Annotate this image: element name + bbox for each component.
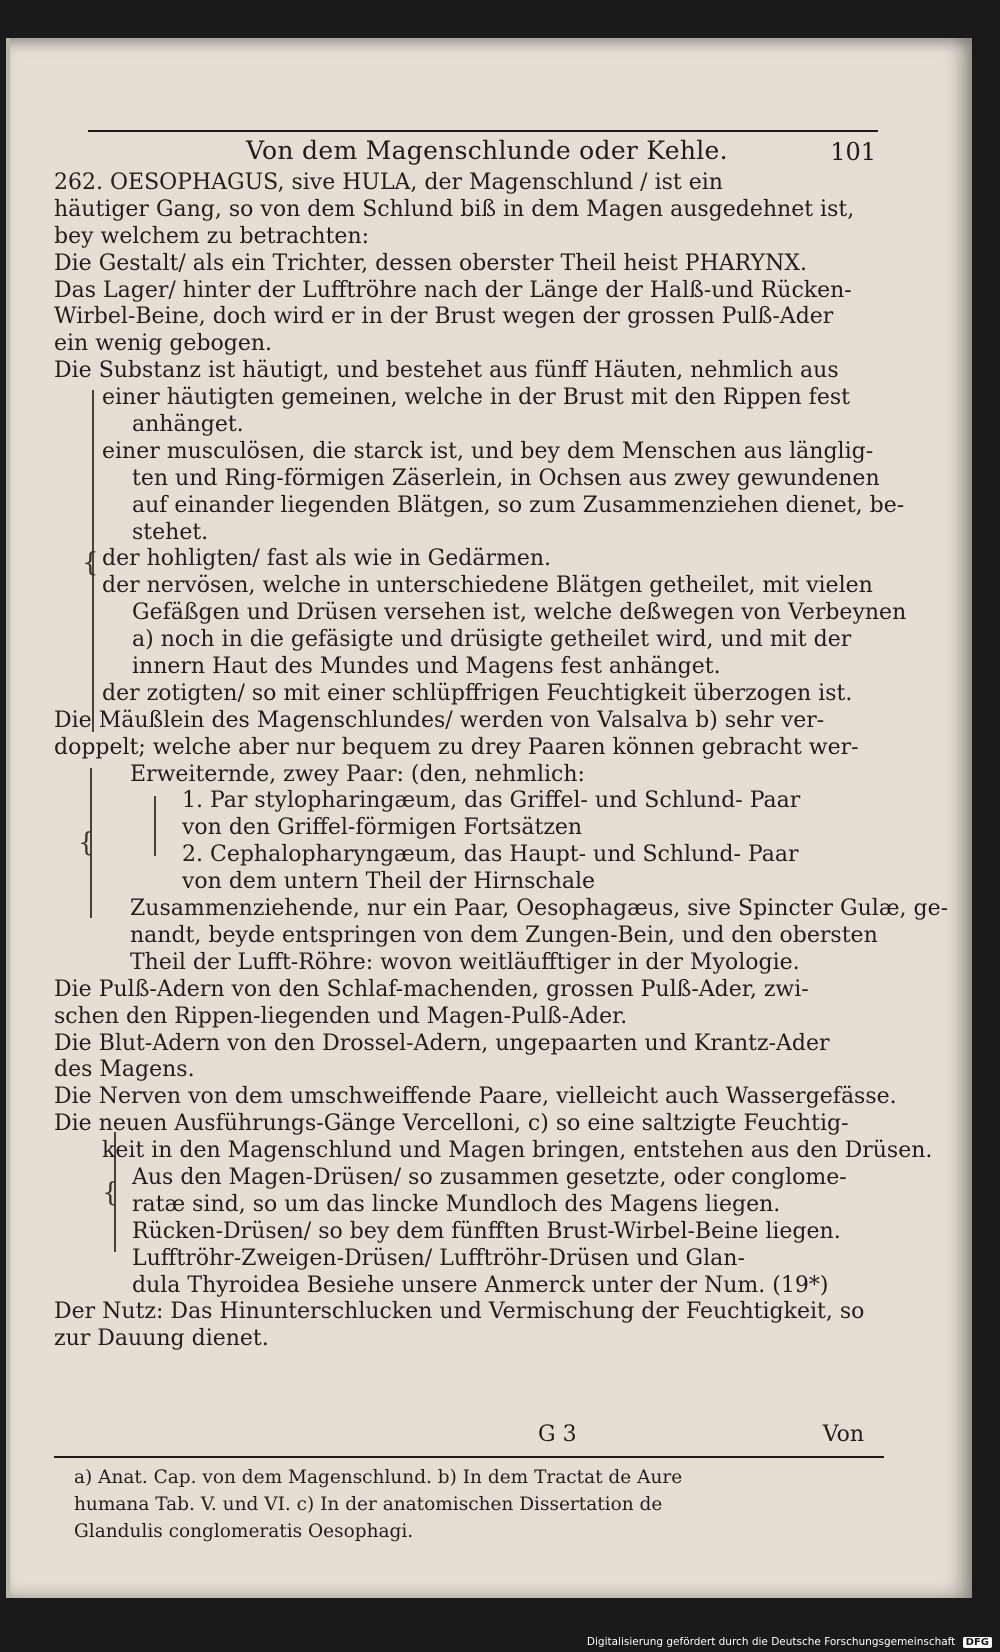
text-line: Das Lager/ hinter der Lufftröhre nach der Länge der Halß-und Rücken- [54, 277, 852, 303]
running-title: Von dem Magenschlunde oder Kehle. [246, 136, 728, 165]
brace-maeusslein-tip: { [78, 828, 95, 858]
footnote-line: a) Anat. Cap. von dem Magenschlund. b) In dem Tractat de Aure [74, 1467, 683, 1488]
footnote-rule [54, 1456, 884, 1458]
text-line: Die Nerven von dem umschweiffende Paare, vielleicht auch Wassergefässe. [54, 1084, 897, 1110]
text-line: des Magens. [54, 1057, 195, 1083]
text-line: Die Substanz ist häutigt, und bestehet aus fünff Häuten, nehmlich aus [54, 358, 839, 384]
brace-druesen-tip: { [102, 1178, 119, 1208]
text-line: Die neuen Ausführungs-Gänge Vercelloni, c) so eine saltzigte Feuchtig- [54, 1111, 849, 1137]
text-line: ratæ sind, so um das lincke Mundloch des Magens liegen. [132, 1191, 781, 1217]
text-line: Theil der Lufft-Röhre: wovon weitläufftiger in der Myologie. [130, 949, 800, 975]
footnote-line: humana Tab. V. und VI. c) In der anatomischen Dissertation de [74, 1494, 663, 1515]
book-page [6, 38, 972, 1598]
text-line: Aus den Magen-Drüsen/ so zusammen gesetzte, oder conglome- [132, 1164, 847, 1190]
text-line: schen den Rippen-liegenden und Magen-Pulß-Ader. [54, 1003, 628, 1029]
text-line: innern Haut des Mundes und Magens fest anhänget. [132, 654, 721, 680]
text-line: von dem untern Theil der Hirnschale [182, 869, 596, 895]
text-line: Rücken-Drüsen/ so bey dem fünfften Brust-Wirbel-Beine liegen. [132, 1218, 841, 1244]
signature-mark: G 3 [538, 1422, 577, 1447]
text-line: häutiger Gang, so von dem Schlund biß in dem Magen ausgedehnet ist, [54, 196, 855, 222]
text-line: Zusammenziehende, nur ein Paar, Oesophagæus, sive Spincter Gulæ, ge- [130, 896, 949, 922]
text-line: keit in den Magenschlund und Magen bringen, entstehen aus den Drüsen. [102, 1138, 933, 1164]
text-line: zur Dauung dienet. [54, 1326, 269, 1352]
text-line: stehet. [132, 519, 209, 545]
text-line: Die Mäußlein des Magenschlundes/ werden von Valsalva b) sehr ver- [54, 707, 825, 733]
text-line: Die Blut-Adern von den Drossel-Adern, ungepaarten und Krantz-Ader [54, 1030, 830, 1056]
text-line: anhänget. [132, 412, 244, 438]
text-line: einer musculösen, die starck ist, und bey dem Menschen aus länglig- [102, 438, 874, 464]
text-line: a) noch in die gefäsigte und drüsigte getheilet wird, und mit der [132, 627, 852, 653]
text-line: Die Gestalt/ als ein Trichter, dessen oberster Theil heist PHARYNX. [54, 250, 807, 276]
page-edge [6, 38, 10, 1598]
text-line: ein wenig gebogen. [54, 331, 273, 357]
text-line: doppelt; welche aber nur bequem zu drey Paaren können gebracht wer- [54, 734, 859, 760]
text-line: 262. OESOPHAGUS, sive HULA, der Magenschlund / ist ein [54, 170, 723, 195]
text-line: 2. Cephalopharyngæum, das Haupt- und Schlund- Paar [182, 842, 799, 868]
catchword: Von [822, 1422, 864, 1447]
text-line: ten und Ring-förmigen Zäserlein, in Ochsen aus zwey gewundenen [132, 465, 880, 491]
text-line: dula Thyroidea Besiehe unsere Anmerck unter der Num. (19*) [132, 1272, 829, 1298]
text-line: der nervösen, welche in unterschiedene Blätgen getheilet, mit vielen [102, 573, 873, 599]
text-line: Gefäßgen und Drüsen versehen ist, welche deßwegen von Verbeynen [132, 600, 907, 626]
text-line: von den Griffel-förmigen Fortsätzen [182, 815, 583, 841]
text-line: der hohligten/ fast als wie in Gedärmen. [102, 546, 552, 572]
text-line: bey welchem zu betrachten: [54, 223, 370, 249]
text-line: nandt, beyde entspringen von dem Zungen-Bein, und den obersten [130, 922, 878, 948]
text-line: der zotigten/ so mit einer schlüpffrigen Feuchtigkeit überzogen ist. [102, 680, 853, 706]
body-text [54, 170, 949, 1353]
text-line: Der Nutz: Das Hinunterschlucken und Vermischung der Feuchtigkeit, so [54, 1299, 865, 1325]
footnote-line: Glandulis conglomeratis Oesophagi. [74, 1521, 414, 1542]
dfg-logo-icon: DFG [963, 1637, 992, 1648]
brace-substanz-tip: { [82, 548, 99, 578]
text-line: Erweiternde, zwey Paar: (den, nehmlich: [130, 761, 585, 787]
digitization-credit [587, 1636, 992, 1648]
text-line: Die Pulß-Adern von den Schlaf-machenden, grossen Pulß-Ader, zwi- [54, 976, 809, 1002]
credit-text: Digitalisierung gefördert durch die Deutsche Forschungsgemeinschaft [586, 1636, 956, 1648]
header-rule [88, 130, 878, 132]
text-line: auf einander liegenden Blätgen, so zum Zusammenziehen dienet, be- [132, 492, 905, 518]
footnotes [74, 1464, 874, 1545]
page-number: 101 [830, 138, 876, 166]
text-line: einer häutigten gemeinen, welche in der Brust mit den Rippen fest [102, 385, 850, 411]
text-line: Lufftröhr-Zweigen-Drüsen/ Lufftröhr-Drüsen und Glan- [132, 1245, 745, 1271]
text-line: Wirbel-Beine, doch wird er in der Brust wegen der grossen Pulß-Ader [54, 304, 834, 330]
text-line: 1. Par stylopharingæum, das Griffel- und Schlund- Paar [182, 788, 801, 814]
